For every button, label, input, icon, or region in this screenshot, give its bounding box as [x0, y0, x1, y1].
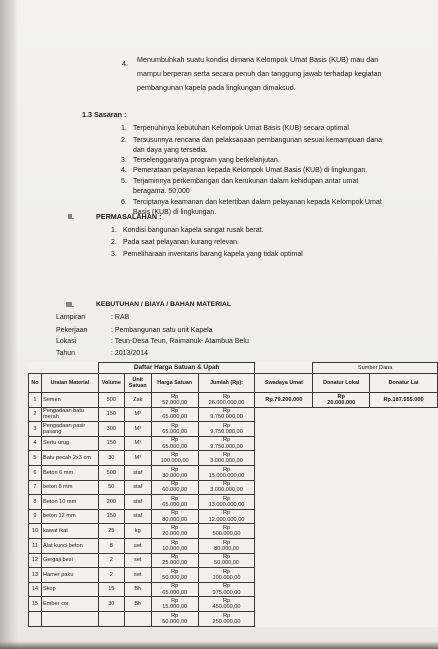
table-row [29, 509, 438, 524]
currency-label: Rp [222, 568, 231, 575]
sasaran-item-line: Tersusunnya rencana dan pelaksanaan pembangunan sesuai kemampuan dana [133, 137, 383, 144]
meta-value: : RAB [111, 314, 130, 321]
table-row [29, 495, 438, 510]
cell-jumlah [198, 582, 255, 597]
jumlah-value: 450.000,00 [212, 604, 241, 611]
cell-uraian: beton 12 mm [41, 509, 98, 524]
rab-table [28, 362, 438, 627]
cell-uraian: Pengadaan batu merah [41, 407, 98, 422]
cell-harga [151, 422, 198, 437]
jumlah-value: 26.000.000,00 [208, 399, 245, 406]
cell-harga [151, 611, 198, 626]
currency-label: Rp [222, 612, 231, 619]
permasalahan-item-text: Kondisi bangunan kapela sangat rusak berat. [123, 227, 264, 234]
sasaran-item-number: 3. [121, 157, 127, 164]
table-row [29, 597, 438, 612]
cell-unit: M³ [124, 407, 151, 422]
cell-uraian: Sertu urug [41, 436, 98, 451]
col-header-unit: Unit Satuan [124, 374, 151, 393]
jumlah-value: 500.000,00 [212, 531, 241, 538]
sasaran-item-text [133, 177, 423, 197]
sasaran-item-line: beragama. 50.000 [133, 188, 190, 195]
cell-no: 13 [29, 568, 42, 583]
cell-uraian [41, 611, 98, 626]
permasalahan-item-text: Pemeliharaan inventaris barang kapela yang tidak optimal [123, 251, 303, 258]
col-header-uraian: Uraian Material [41, 374, 98, 393]
col-header-swadaya: Swadaya Umat [255, 374, 313, 393]
cell-harga [151, 393, 198, 408]
cell-no: 11 [29, 538, 42, 553]
table-row [29, 538, 438, 553]
cell-volume: 200 [98, 495, 124, 510]
cell-swadaya [255, 611, 313, 626]
table-row [29, 393, 438, 408]
currency-label: Rp [171, 451, 179, 458]
sasaran-item-text [133, 198, 423, 218]
sasaran-item-line: Terpenuhinya kebutuhan Kelompok Umat Basis (KUB) secara optimal [133, 125, 349, 132]
currency-label: Rp [222, 524, 231, 531]
cell-harga [151, 451, 198, 466]
table-title: Daftar Harga Satuan & Upah [98, 363, 255, 374]
table-row [29, 553, 438, 568]
cell-donatur-luar [370, 451, 438, 466]
table-row [29, 422, 438, 437]
cell-jumlah [198, 553, 255, 568]
cell-uraian: Pengadaan pasir pasang [41, 422, 98, 437]
cell-swadaya [255, 509, 313, 524]
cell-harga [151, 436, 198, 451]
page-edge-shadow [0, 0, 18, 649]
donatur-lokal-value: 20.000.000 [327, 399, 356, 406]
col-header-donatur-lokal: Donatur Lokal [313, 374, 370, 393]
currency-label: Rp [171, 437, 179, 444]
cell-swadaya [255, 495, 313, 510]
harga-value: 50.000,00 [162, 618, 188, 625]
cell-jumlah [198, 524, 255, 539]
permasalahan-item-number: 1. [111, 227, 117, 234]
cell-swadaya [255, 422, 313, 437]
cell-volume: 8 [98, 538, 124, 553]
table-row [29, 480, 438, 495]
jumlah-value: 975.000,00 [212, 589, 241, 596]
meta-label: Tahun [56, 350, 76, 357]
jumlah-value: 80.000,00 [214, 545, 239, 552]
cell-jumlah [198, 509, 255, 524]
currency-label: Rp [171, 539, 179, 546]
cell-jumlah [198, 480, 255, 495]
cell-uraian: Gergaji besi [41, 553, 98, 568]
currency-label: Rp [171, 422, 179, 429]
jumlah-value: 9.750.000,00 [210, 428, 243, 435]
cell-no: 2 [29, 407, 42, 422]
cell-donatur-luar: Rp.187.555.000 [370, 393, 438, 408]
cell-donatur-lokal [313, 568, 370, 583]
cell-donatur-luar [370, 597, 438, 612]
cell-donatur-lokal [313, 611, 370, 626]
cell-harga [151, 495, 198, 510]
permasalahan-item-number: 3. [111, 251, 117, 258]
jumlah-value: 15.000.000,00 [208, 472, 245, 479]
harga-value: 100.000,00 [160, 458, 189, 465]
cell-uraian: Alat kunci beton [41, 538, 98, 553]
col-header-jumlah: Jumlah (Rp): [198, 374, 255, 393]
cell-unit: M³ [124, 451, 151, 466]
intro-number: 4. [122, 59, 128, 68]
harga-value: 65.000,00 [162, 414, 188, 421]
cell-volume: 50 [98, 480, 124, 495]
cell-harga [151, 524, 198, 539]
currency-label: Rp [171, 612, 179, 619]
harga-value: 15.000,00 [162, 604, 188, 611]
sasaran-item-line: Basis (KUB) di lingkungan. [133, 209, 217, 216]
cell-unit: staf [124, 480, 151, 495]
cell-jumlah [198, 538, 255, 553]
cell-swadaya [255, 568, 313, 583]
cell-unit: M³ [124, 422, 151, 437]
cell-uraian: Beton 6 mm [41, 465, 98, 480]
currency-label: Rp [222, 495, 231, 502]
cell-no: 10 [29, 524, 42, 539]
table-row [29, 582, 438, 597]
jumlah-value: 9.750.000,00 [210, 414, 243, 421]
harga-value: 65.000,00 [162, 589, 188, 596]
cell-no: 15 [29, 597, 42, 612]
jumlah-value: 13.000.000,00 [208, 501, 245, 508]
cell-donatur-luar [370, 538, 438, 553]
cell-jumlah [198, 436, 255, 451]
harga-value: 52.000,00 [162, 399, 188, 406]
cell-no: 8 [29, 495, 42, 510]
sasaran-item-text [133, 136, 423, 156]
cell-donatur-luar [370, 480, 438, 495]
jumlah-value: 12.000.000,00 [208, 516, 245, 523]
jumlah-value: 3.000.000,00 [210, 458, 243, 465]
jumlah-value: 50.000,00 [214, 560, 239, 567]
cell-no: 9 [29, 509, 42, 524]
currency-label: Rp [222, 539, 231, 546]
intro-line: mampu berperan serta secara penuh dan tanggung jawab terhadap kegiatan [137, 69, 382, 78]
meta-label: Pekerjaan [56, 327, 88, 334]
cell-swadaya [255, 524, 313, 539]
currency-label: Rp [222, 451, 231, 458]
currency-label: Rp [171, 583, 179, 590]
harga-value: 20.000,00 [162, 531, 188, 538]
currency-label: Rp [171, 408, 179, 415]
currency-label: Rp [222, 422, 231, 429]
cell-unit: Zak [124, 393, 151, 408]
currency-label: Rp [171, 524, 179, 531]
cell-swadaya [255, 465, 313, 480]
meta-label: Lokasi [56, 338, 77, 345]
harga-value: 65.000,00 [162, 443, 188, 450]
cell-no: 14 [29, 582, 42, 597]
cell-donatur-luar [370, 436, 438, 451]
cell-harga [151, 582, 198, 597]
currency-label: Rp [171, 510, 179, 517]
currency-label: Rp [171, 481, 179, 488]
cell-unit: Bh [124, 582, 151, 597]
cell-donatur-luar [370, 524, 438, 539]
cell-donatur-lokal [313, 495, 370, 510]
sasaran-item-text [133, 124, 423, 134]
cell-donatur-luar [370, 553, 438, 568]
cell-uraian: Ember cor [41, 597, 98, 612]
cell-swadaya [255, 407, 313, 422]
cell-donatur-lokal [313, 553, 370, 568]
cell-donatur-lokal [313, 582, 370, 597]
harga-value: 50.000,00 [162, 574, 188, 581]
cell-unit: kg [124, 524, 151, 539]
cell-unit: staf [124, 495, 151, 510]
currency-label: Rp [171, 393, 179, 400]
cell-jumlah [198, 597, 255, 612]
cell-volume: 150 [98, 407, 124, 422]
cell-unit: set [124, 553, 151, 568]
cell-swadaya: Rp.79.200.000 [255, 393, 313, 408]
cell-jumlah [198, 407, 255, 422]
currency-label: Rp [222, 597, 231, 604]
cell-swadaya [255, 538, 313, 553]
currency-label: Rp [222, 554, 231, 561]
currency-label: Rp [222, 437, 231, 444]
cell-jumlah [198, 451, 255, 466]
jumlah-value: 100.000,00 [212, 574, 241, 581]
cell-donatur-lokal [313, 407, 370, 422]
cell-donatur-luar [370, 509, 438, 524]
cell-no: 1 [29, 393, 42, 408]
currency-label: Rp [222, 408, 231, 415]
currency-label: Rp [337, 393, 345, 400]
cell-donatur-luar [370, 568, 438, 583]
meta-value: : Pembangunan satu unit Kapela [111, 327, 213, 334]
currency-label: Rp [222, 510, 231, 517]
sasaran-item-line: Terjaminnya perkembangan dan kerukunan dalam kehidupan antar umat [133, 178, 359, 185]
cell-donatur-luar [370, 422, 438, 437]
cell-donatur-luar [370, 495, 438, 510]
cell-harga [151, 597, 198, 612]
table-row [29, 436, 438, 451]
cell-harga [151, 480, 198, 495]
cell-jumlah [198, 495, 255, 510]
cell-donatur-luar [370, 407, 438, 422]
cell-no: 3 [29, 422, 42, 437]
cell-jumlah [198, 465, 255, 480]
cell-volume [98, 611, 124, 626]
currency-label: Rp [171, 466, 179, 473]
cell-donatur-lokal [313, 451, 370, 466]
harga-value: 65.000,00 [162, 501, 188, 508]
table-row [29, 611, 438, 626]
currency-label: Rp [171, 568, 179, 575]
cell-donatur-lokal [313, 480, 370, 495]
cell-swadaya [255, 480, 313, 495]
cell-donatur-lokal [313, 538, 370, 553]
meta-value: : 2013/2014 [111, 350, 148, 357]
cell-unit: set [124, 538, 151, 553]
cell-volume: 2 [98, 553, 124, 568]
intro-line: pembangunan kapela pada lingkungan dimaksud. [137, 83, 296, 92]
cell-volume: 15 [98, 582, 124, 597]
permasalahan-heading: PERMASALAHAN : [96, 212, 162, 221]
table-row [29, 524, 438, 539]
cell-no: 5 [29, 451, 42, 466]
cell-harga [151, 568, 198, 583]
cell-harga [151, 509, 198, 524]
cell-swadaya [255, 436, 313, 451]
cell-volume: 150 [98, 436, 124, 451]
harga-value: 80.000,00 [162, 516, 188, 523]
jumlah-value: 9.750.000,00 [210, 443, 243, 450]
meta-value: : Teun-Desa Teun, Raimanuk- Atambua Belu [111, 338, 249, 345]
col-header-harga: Harga Satuan [151, 374, 198, 393]
table-row [29, 568, 438, 583]
permasalahan-item-text: Pada saat pelayanan kurang relevan. [123, 239, 239, 246]
permasalahan-item-number: 2. [111, 239, 117, 246]
cell-donatur-lokal [313, 524, 370, 539]
cell-no: 4 [29, 436, 42, 451]
table-body [29, 393, 438, 627]
cell-uraian: Skop [41, 582, 98, 597]
sasaran-item-number: 5. [121, 178, 127, 185]
jumlah-value: 3.000.000,00 [210, 487, 243, 494]
cell-volume: 500 [98, 393, 124, 408]
cell-uraian: Hamer paku [41, 568, 98, 583]
cell-donatur-lokal [313, 465, 370, 480]
cell-volume: 25 [98, 524, 124, 539]
cell-uraian: Semen [41, 393, 98, 408]
cell-harga [151, 538, 198, 553]
cell-no: 12 [29, 553, 42, 568]
cell-no: 6 [29, 465, 42, 480]
section-roman-iii: III. [66, 300, 74, 309]
cell-harga [151, 553, 198, 568]
currency-label: Rp [222, 466, 231, 473]
page-bottom-shadow [0, 641, 438, 649]
cell-swadaya [255, 553, 313, 568]
currency-label: Rp [222, 393, 231, 400]
sasaran-item-line: Pemerataan pelayanan kepada Kelompok Umat Basis (KUB) di lingkungan. [133, 167, 368, 174]
cell-uraian: kawat ikat [41, 524, 98, 539]
cell-volume: 300 [98, 422, 124, 437]
cell-volume: 30 [98, 451, 124, 466]
cell-jumlah [198, 611, 255, 626]
sasaran-item-text [133, 166, 423, 176]
cell-donatur-lokal [313, 597, 370, 612]
currency-label: Rp [222, 481, 231, 488]
cell-unit: M³ [124, 436, 151, 451]
cell-swadaya [255, 451, 313, 466]
currency-label: Rp [222, 583, 231, 590]
cell-donatur-luar [370, 582, 438, 597]
harga-value: 65.000,00 [162, 428, 188, 435]
cell-unit: staf [124, 509, 151, 524]
table-row [29, 407, 438, 422]
cell-uraian: Beton 10 mm [41, 495, 98, 510]
currency-label: Rp [171, 495, 179, 502]
kebutuhan-heading: KEBUTUHAN / BIAYA / BAHAN MATERIAL [96, 301, 232, 308]
cell-unit: set [124, 568, 151, 583]
cell-swadaya [255, 597, 313, 612]
sasaran-item-line: Terselenggaranya program yang berkelanjutan. [133, 157, 280, 164]
sumber-dana-header: Sumber Dana [313, 363, 438, 374]
cell-uraian: Batu pecah 2x3 cm [41, 451, 98, 466]
sasaran-item-number: 1. [121, 125, 127, 132]
cell-unit: Bh [124, 597, 151, 612]
cell-donatur-lokal [313, 422, 370, 437]
cell-donatur-luar [370, 465, 438, 480]
cell-swadaya [255, 582, 313, 597]
cell-donatur-lokal [313, 436, 370, 451]
cell-jumlah [198, 568, 255, 583]
cell-harga [151, 407, 198, 422]
harga-value: 10.000,00 [162, 545, 188, 552]
harga-value: 25.000,00 [162, 560, 188, 567]
cell-harga [151, 465, 198, 480]
harga-value: 60.000,00 [162, 487, 188, 494]
sasaran-item-line: Terciptanya keamanan dan ketertiban dalam pelayanan kepada Kelompok Umat [133, 199, 382, 206]
cell-unit: staf [124, 465, 151, 480]
cell-no [29, 611, 42, 626]
jumlah-value: 250.000,00 [212, 618, 241, 625]
intro-line: Menumbuhkah suatu kondisi dimana Kelompok Umat Basis (KUB) mau dan [137, 55, 379, 64]
meta-label: Lampiran [56, 314, 86, 321]
cell-uraian: beton 8 mm [41, 480, 98, 495]
sasaran-item-number: 4. [121, 167, 127, 174]
cell-unit [124, 611, 151, 626]
cell-volume: 2 [98, 568, 124, 583]
cell-no: 7 [29, 480, 42, 495]
cell-volume: 500 [98, 465, 124, 480]
sasaran-item-number: 6. [121, 199, 127, 206]
sasaran-heading: 1.3 Sasaran : [82, 110, 127, 119]
harga-value: 30.000,00 [162, 472, 188, 479]
cell-donatur-lokal [313, 509, 370, 524]
col-header-donatur-luar: Donatur Lai [370, 374, 438, 393]
cell-donatur-luar [370, 611, 438, 626]
sasaran-item-line: dan daya yang tersedia. [133, 147, 208, 154]
currency-label: Rp [171, 597, 179, 604]
cell-jumlah [198, 422, 255, 437]
sasaran-item-number: 2. [121, 137, 127, 144]
cell-volume: 30 [98, 597, 124, 612]
cell-jumlah [198, 393, 255, 408]
cell-donatur-lokal [313, 393, 370, 408]
col-header-no: No [29, 374, 42, 393]
cell-volume: 150 [98, 509, 124, 524]
currency-label: Rp [171, 554, 179, 561]
table-row [29, 465, 438, 480]
col-header-volume: Volume [98, 374, 124, 393]
section-roman-ii: II. [68, 212, 74, 221]
table-row [29, 451, 438, 466]
sasaran-item-text [133, 156, 423, 166]
